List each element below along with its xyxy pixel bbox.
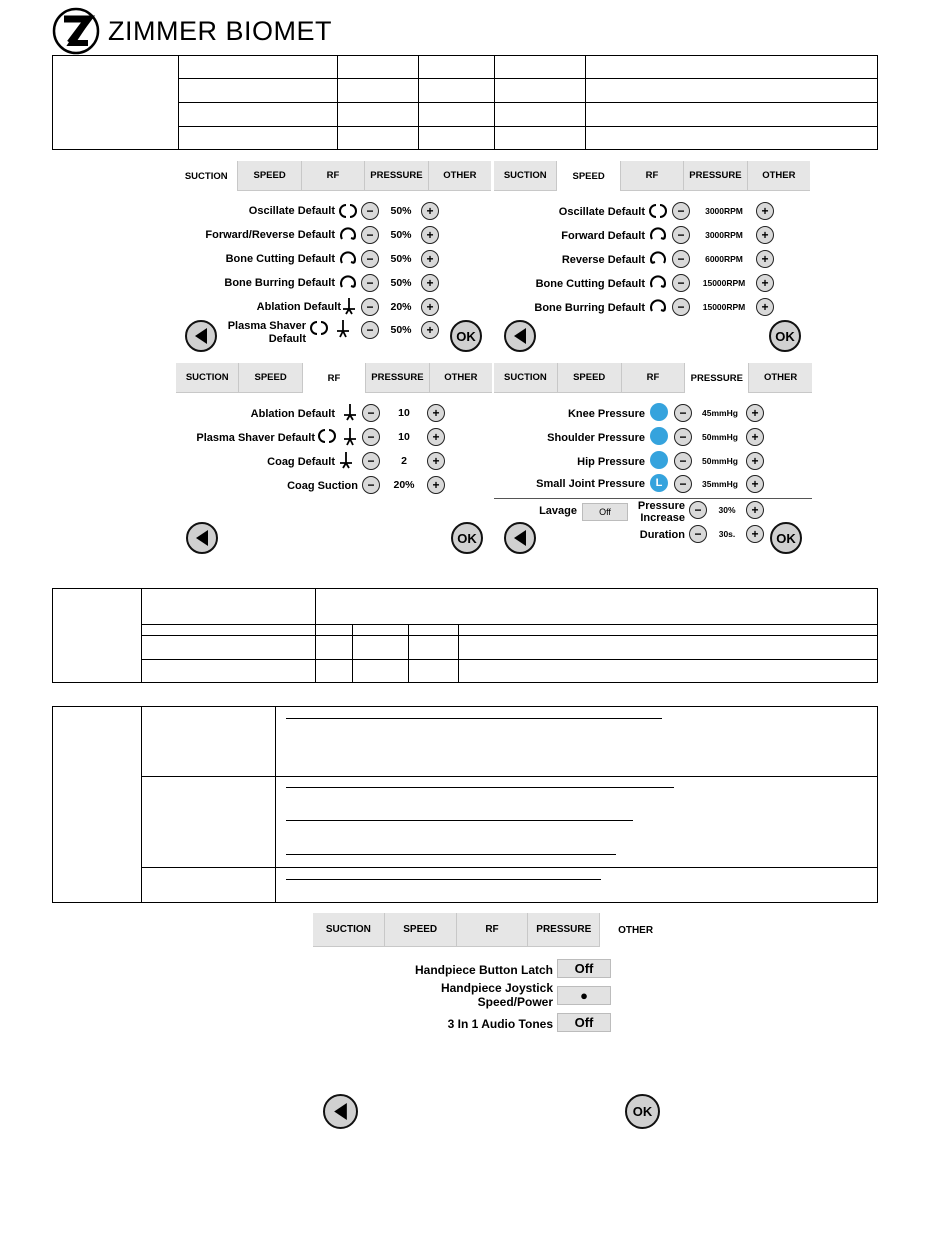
plasma-shaver-icon xyxy=(317,427,361,447)
increase-button[interactable]: + xyxy=(746,404,764,422)
setting-label: Plasma Shaver Default xyxy=(196,432,315,444)
tab-bar xyxy=(176,363,492,393)
duration-value: 30s. xyxy=(718,529,736,539)
setting-value: 10 xyxy=(398,407,410,419)
pressure-settings-panel xyxy=(494,363,812,555)
setting-value: 3000RPM xyxy=(705,230,743,240)
ok-button[interactable]: OK xyxy=(769,320,801,352)
tab-speed[interactable]: SPEED xyxy=(385,913,457,947)
increase-button[interactable]: + xyxy=(421,226,439,244)
setting-value: 45mmHg xyxy=(702,408,738,418)
ablation-icon xyxy=(342,403,358,421)
increase-button[interactable]: + xyxy=(427,476,445,494)
setting-row xyxy=(494,278,645,298)
decrease-button[interactable]: − xyxy=(672,226,690,244)
increase-button[interactable]: + xyxy=(756,226,774,244)
duration-label: Duration xyxy=(639,529,685,541)
speed-settings-panel xyxy=(494,161,810,353)
tab-pressure[interactable]: PRESSURE xyxy=(365,161,428,191)
setting-value: 50mmHg xyxy=(702,432,738,442)
tab-other[interactable]: OTHER xyxy=(600,913,671,947)
oscillate-icon xyxy=(338,203,358,219)
decrease-button[interactable]: − xyxy=(674,452,692,470)
pressure-increase-value: 30% xyxy=(718,505,736,515)
increase-button[interactable]: + xyxy=(746,452,764,470)
setting-value: 50% xyxy=(390,229,412,241)
setting-label: Bone Cutting Default xyxy=(535,278,645,290)
setting-row xyxy=(313,963,553,983)
decrease-button[interactable]: − xyxy=(361,250,379,268)
setting-label: 3 In 1 Audio Tones xyxy=(447,1017,553,1031)
setting-label-line2: Default xyxy=(268,333,306,345)
setting-value: 6000RPM xyxy=(705,254,743,264)
ok-button[interactable]: OK xyxy=(770,522,802,554)
increase-button[interactable]: + xyxy=(746,475,764,493)
setting-value: 35mmHg xyxy=(702,479,738,489)
setting-value: 2 xyxy=(401,455,407,467)
setting-label: Handpiece Button Latch xyxy=(414,963,553,977)
setting-value: 15000RPM xyxy=(702,302,746,312)
setting-label-line1: Handpiece Joystick xyxy=(440,981,553,995)
increase-button[interactable]: + xyxy=(746,501,764,519)
back-arrow-icon xyxy=(332,1102,349,1121)
increase-button[interactable]: + xyxy=(746,428,764,446)
decrease-button[interactable]: − xyxy=(362,476,380,494)
decrease-button[interactable]: − xyxy=(674,475,692,493)
tab-suction[interactable]: SUCTION xyxy=(175,161,238,191)
back-button[interactable] xyxy=(323,1094,358,1129)
bone-burring-icon xyxy=(648,299,668,315)
setting-label: Ablation Default xyxy=(256,301,341,313)
empty-table-middle xyxy=(52,588,878,683)
other-settings-panel xyxy=(313,913,671,1131)
ablation-icon xyxy=(341,297,357,315)
increase-button[interactable]: + xyxy=(746,525,764,543)
decrease-button[interactable]: − xyxy=(361,298,379,316)
forward-icon xyxy=(648,227,668,243)
increase-button[interactable]: + xyxy=(421,321,439,339)
setting-label: Bone Burring Default xyxy=(224,277,335,289)
setting-value: 20% xyxy=(393,479,415,491)
increase-button[interactable]: + xyxy=(756,202,774,220)
setting-label: Bone Burring Default xyxy=(534,302,645,314)
increase-button[interactable]: + xyxy=(756,298,774,316)
setting-label: Forward/Reverse Default xyxy=(205,229,335,241)
tab-bar xyxy=(175,161,491,191)
setting-row xyxy=(494,456,645,476)
tab-speed[interactable]: SPEED xyxy=(239,363,302,393)
setting-value: 15000RPM xyxy=(702,278,746,288)
tab-suction[interactable]: SUCTION xyxy=(494,161,557,191)
decrease-button[interactable]: − xyxy=(361,202,379,220)
lavage-toggle[interactable]: Off xyxy=(582,503,628,521)
tab-speed[interactable]: SPEED xyxy=(557,161,620,191)
forward-reverse-icon xyxy=(338,227,358,243)
back-button[interactable] xyxy=(185,320,217,352)
zimmer-biomet-logo xyxy=(52,7,332,55)
tab-other[interactable]: OTHER xyxy=(429,161,491,191)
setting-row xyxy=(494,478,645,498)
tab-pressure[interactable]: PRESSURE xyxy=(366,363,429,393)
setting-label: Ablation Default xyxy=(250,408,335,420)
back-arrow-icon xyxy=(193,327,209,345)
setting-label: Small Joint Pressure xyxy=(536,478,645,490)
bone-burring-icon xyxy=(338,275,358,291)
setting-row xyxy=(175,205,335,225)
tab-suction[interactable]: SUCTION xyxy=(176,363,239,393)
increase-button[interactable]: + xyxy=(421,298,439,316)
bone-cutting-icon xyxy=(338,251,358,267)
setting-label: Coag Default xyxy=(267,456,335,468)
setting-row xyxy=(494,206,645,226)
tab-other[interactable]: OTHER xyxy=(748,161,810,191)
tab-pressure[interactable]: PRESSURE xyxy=(528,913,600,947)
tab-other[interactable]: OTHER xyxy=(430,363,492,393)
lavage-label: Lavage xyxy=(539,505,577,517)
setting-row xyxy=(176,480,358,500)
decrease-button[interactable]: − xyxy=(674,404,692,422)
increase-button[interactable]: + xyxy=(421,274,439,292)
increase-button[interactable]: + xyxy=(427,428,445,446)
setting-row xyxy=(313,981,553,1011)
tab-suction[interactable]: SUCTION xyxy=(494,363,558,393)
increase-button[interactable]: + xyxy=(421,202,439,220)
setting-label-line2: Speed/Power xyxy=(477,995,553,1009)
setting-label: Reverse Default xyxy=(561,254,645,266)
setting-label: Bone Cutting Default xyxy=(225,253,335,265)
tab-pressure[interactable]: PRESSURE xyxy=(684,161,747,191)
tab-rf[interactable]: RF xyxy=(622,363,686,393)
setting-row xyxy=(313,1017,553,1037)
increase-button[interactable]: + xyxy=(421,250,439,268)
decrease-button[interactable]: − xyxy=(362,452,380,470)
tab-bar xyxy=(313,913,671,947)
decrease-button[interactable]: − xyxy=(689,501,707,519)
increase-button[interactable]: + xyxy=(756,250,774,268)
joystick-speed-power-toggle[interactable]: ● xyxy=(557,986,611,1005)
setting-row xyxy=(494,408,645,428)
suction-settings-panel xyxy=(175,161,491,353)
decrease-button[interactable]: − xyxy=(674,428,692,446)
setting-value: 50mmHg xyxy=(702,456,738,466)
setting-label: Hip Pressure xyxy=(577,456,645,468)
tab-pressure[interactable]: PRESSURE xyxy=(685,363,749,393)
hip-icon xyxy=(650,451,668,469)
setting-label: Knee Pressure xyxy=(567,408,645,420)
audio-tones-toggle[interactable]: Off xyxy=(557,1013,611,1032)
rf-settings-panel xyxy=(176,363,492,555)
tab-rf[interactable]: RF xyxy=(457,913,529,947)
coag-icon xyxy=(338,451,354,469)
setting-row xyxy=(175,229,335,249)
brand-name: ZIMMER BIOMET xyxy=(108,15,332,46)
decrease-button[interactable]: − xyxy=(361,226,379,244)
setting-value: 20% xyxy=(390,301,412,313)
setting-value: 50% xyxy=(390,324,412,336)
decrease-button[interactable]: − xyxy=(689,525,707,543)
decrease-button[interactable]: − xyxy=(362,428,380,446)
back-arrow-icon xyxy=(194,529,210,547)
small-joint-icon: L xyxy=(650,474,668,492)
setting-row xyxy=(175,301,341,321)
setting-row xyxy=(175,277,335,297)
back-button[interactable] xyxy=(504,320,536,352)
shoulder-icon xyxy=(650,427,668,445)
ok-button[interactable]: OK xyxy=(625,1094,660,1129)
tab-speed[interactable]: SPEED xyxy=(238,161,301,191)
setting-row xyxy=(176,456,335,476)
empty-table-top xyxy=(52,55,878,150)
setting-row xyxy=(494,302,645,322)
decrease-button[interactable]: − xyxy=(672,274,690,292)
setting-row xyxy=(176,432,315,452)
z-logo-icon xyxy=(52,7,100,55)
button-latch-toggle[interactable]: Off xyxy=(557,959,611,978)
oscillate-icon xyxy=(648,203,668,219)
bone-cutting-icon xyxy=(648,275,668,291)
increase-button[interactable]: + xyxy=(756,274,774,292)
decrease-button[interactable]: − xyxy=(672,298,690,316)
setting-label: Forward Default xyxy=(561,230,645,242)
decrease-button[interactable]: − xyxy=(361,321,379,339)
plasma-shaver-icon xyxy=(309,319,355,339)
tab-rf[interactable]: RF xyxy=(303,363,366,393)
back-arrow-icon xyxy=(512,327,528,345)
back-button[interactable] xyxy=(186,522,218,554)
setting-value: 50% xyxy=(390,205,412,217)
tab-suction[interactable]: SUCTION xyxy=(313,913,385,947)
empty-table-bottom xyxy=(52,706,878,903)
tab-bar xyxy=(494,161,810,191)
back-button[interactable] xyxy=(504,522,536,554)
tab-bar xyxy=(494,363,812,393)
increase-button[interactable]: + xyxy=(427,452,445,470)
setting-value: 3000RPM xyxy=(705,206,743,216)
tab-other[interactable]: OTHER xyxy=(749,363,812,393)
tab-rf[interactable]: RF xyxy=(302,161,365,191)
decrease-button[interactable]: − xyxy=(672,250,690,268)
decrease-button[interactable]: − xyxy=(672,202,690,220)
reverse-icon xyxy=(648,251,668,267)
tab-rf[interactable]: RF xyxy=(621,161,684,191)
decrease-button[interactable]: − xyxy=(362,404,380,422)
setting-value: 50% xyxy=(390,277,412,289)
ok-button[interactable]: OK xyxy=(450,320,482,352)
setting-row xyxy=(176,408,335,428)
setting-label: Coag Suction xyxy=(287,480,358,492)
setting-row xyxy=(175,253,335,273)
panel-divider xyxy=(494,498,812,499)
setting-label-line1: Plasma Shaver xyxy=(227,320,306,332)
knee-icon xyxy=(650,403,668,421)
increase-button[interactable]: + xyxy=(427,404,445,422)
pressure-increase-label-line1: Pressure xyxy=(637,500,685,512)
ok-button[interactable]: OK xyxy=(451,522,483,554)
setting-row xyxy=(494,432,645,452)
decrease-button[interactable]: − xyxy=(361,274,379,292)
pressure-increase-label-line2: Increase xyxy=(640,512,685,524)
setting-label: Shoulder Pressure xyxy=(547,432,645,444)
setting-value: 50% xyxy=(390,253,412,265)
setting-value: 10 xyxy=(398,431,410,443)
setting-row xyxy=(494,230,645,250)
back-arrow-icon xyxy=(512,529,528,547)
setting-label: Oscillate Default xyxy=(248,205,335,217)
setting-row xyxy=(494,254,645,274)
setting-label: Oscillate Default xyxy=(558,206,645,218)
tab-speed[interactable]: SPEED xyxy=(558,363,622,393)
